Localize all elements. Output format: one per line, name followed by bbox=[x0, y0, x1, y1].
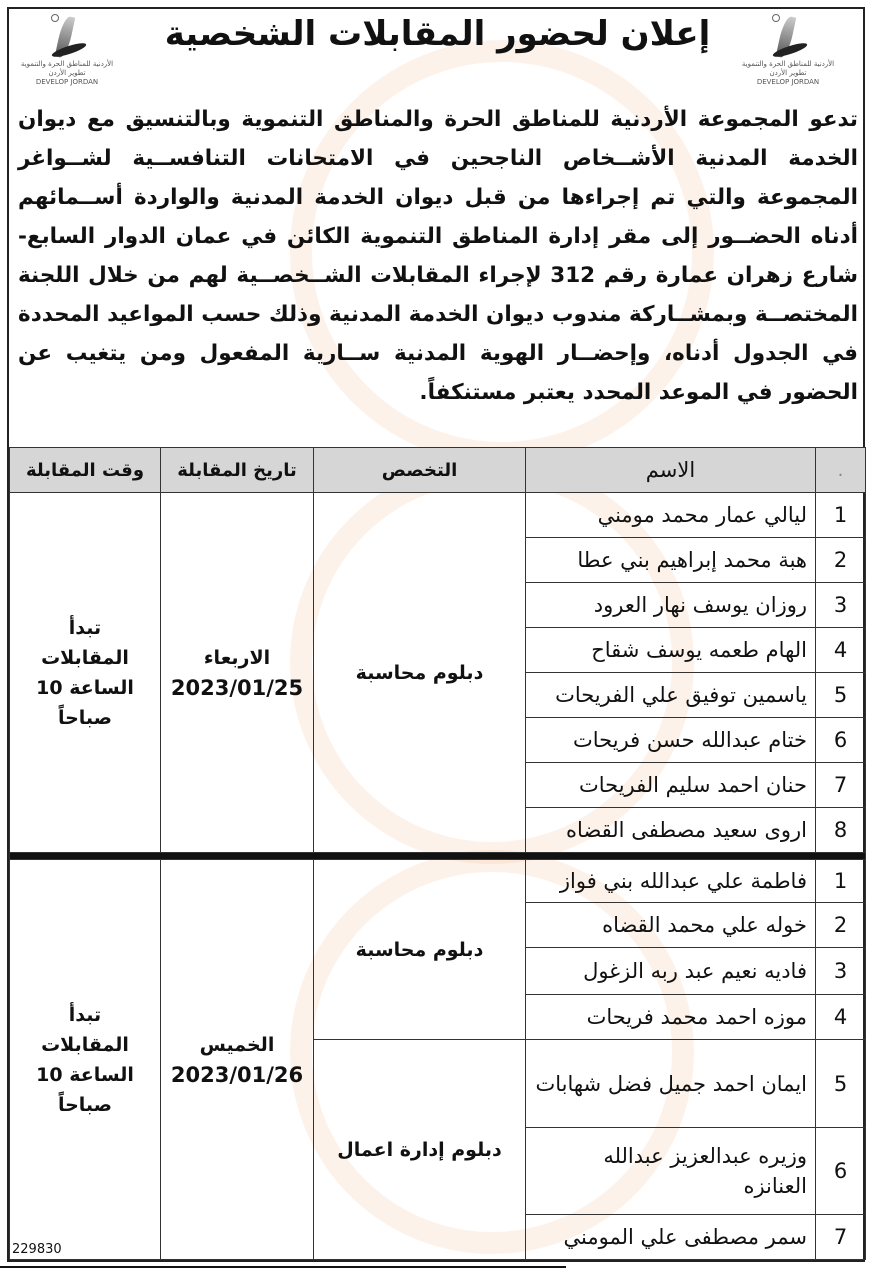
logo-text: الأردنية للمناطق الحرة والتنموية bbox=[741, 60, 835, 68]
row-number: 4 bbox=[816, 995, 866, 1040]
specialty: دبلوم إدارة اعمال bbox=[314, 1040, 526, 1260]
row-number: 8 bbox=[816, 808, 866, 853]
interview-date bbox=[161, 860, 314, 1260]
table-row bbox=[10, 493, 866, 538]
header-name: الاسم bbox=[526, 448, 816, 493]
logo-text: الأردنية للمناطق الحرة والتنموية bbox=[20, 60, 114, 68]
row-number: 5 bbox=[816, 673, 866, 718]
intro-paragraph: تدعو المجموعة الأردنية للمناطق الحرة والمناطق التنموية وبالتنسيق مع ديوان الخدمة المدنية الأشــخاص الناجحين في الامتحانات التنافســية لشــواغر المجموعة والتي تم إجراءها من قبل ديوان الخدمة المدنية والواردة أســمائهم أدناه الحضــور إلى مقر إدارة المناطق التنموية الكائن في عمان الدوار السابع- شارع زهران عمارة رقم 312 لإجراء المقابلات الشــخصــية لهم من خلال اللجنة المختصــة وبمشــاركة مندوب ديوان الخدمة المدنية وذلك حسب المواعيد المحددة في الجدول أدناه، وإحضــار الهوية المدنية ســارية المفعول ومن يتغيب عن الحضور في الموعد المحدد يعتبر مستنكفاً. bbox=[18, 107, 858, 405]
specialty: دبلوم محاسبة bbox=[314, 493, 526, 853]
table-row bbox=[10, 860, 866, 903]
ad-code: 229830 bbox=[12, 1242, 62, 1257]
row-number: 4 bbox=[816, 628, 866, 673]
applicant-name: خوله علي محمد القضاه bbox=[526, 903, 816, 948]
applicant-name: ليالي عمار محمد مومني bbox=[526, 493, 816, 538]
applicant-name: روزان يوسف نهار العرود bbox=[526, 583, 816, 628]
row-number: 2 bbox=[816, 903, 866, 948]
table-header bbox=[10, 448, 866, 493]
row-number: 2 bbox=[816, 538, 866, 583]
interview-date-value: 2023/01/26 bbox=[170, 1062, 304, 1087]
bottom-rule bbox=[0, 1266, 566, 1268]
interview-table bbox=[9, 447, 866, 1260]
applicant-name: ختام عبدالله حسن فريحات bbox=[526, 718, 816, 763]
row-number: 7 bbox=[816, 1215, 866, 1260]
interview-time: تبدأ المقابلات الساعة 10 صباحاً bbox=[10, 493, 161, 853]
applicant-name: ايمان احمد جميل فضل شهابات bbox=[526, 1040, 816, 1128]
logo-text: DEVELOP JORDAN bbox=[756, 78, 820, 86]
interview-date-value: 2023/01/25 bbox=[170, 675, 304, 700]
interview-day: الاربعاء bbox=[203, 646, 271, 669]
logo-text: DEVELOP JORDAN bbox=[35, 78, 99, 86]
applicant-name: فاديه نعيم عبد ربه الزغول bbox=[526, 948, 816, 995]
interview-day: الخميس bbox=[199, 1033, 275, 1056]
page-title: إعلان لحضور المقابلات الشخصية bbox=[164, 14, 711, 54]
logo-icon bbox=[768, 12, 808, 60]
row-number: 1 bbox=[816, 493, 866, 538]
header-date: تاريخ المقابلة bbox=[161, 448, 314, 493]
applicant-name: وزيره عبدالعزيز عبدالله العنانزه bbox=[526, 1128, 816, 1215]
row-number: 3 bbox=[816, 948, 866, 995]
logo-left bbox=[12, 12, 122, 97]
applicant-name: سمر مصطفى علي المومني bbox=[526, 1215, 816, 1260]
applicant-name: موزه احمد محمد فريحات bbox=[526, 995, 816, 1040]
applicant-name: ياسمين توفيق علي الفريحات bbox=[526, 673, 816, 718]
logo-text: تطوير الأردن bbox=[769, 69, 807, 77]
row-number: 5 bbox=[816, 1040, 866, 1128]
applicant-name: الهام طعمه يوسف شقاح bbox=[526, 628, 816, 673]
header-time: وقت المقابلة bbox=[10, 448, 161, 493]
row-number: 7 bbox=[816, 763, 866, 808]
logo-text: تطوير الأردن bbox=[48, 69, 86, 77]
header-num: . bbox=[816, 448, 866, 493]
logo-icon bbox=[47, 12, 87, 60]
row-number: 3 bbox=[816, 583, 866, 628]
applicant-name: فاطمة علي عبدالله بني فواز bbox=[526, 860, 816, 903]
row-number: 1 bbox=[816, 860, 866, 903]
row-number: 6 bbox=[816, 718, 866, 763]
specialty: دبلوم محاسبة bbox=[314, 860, 526, 1040]
interview-date bbox=[161, 493, 314, 853]
row-number: 6 bbox=[816, 1128, 866, 1215]
applicant-name: حنان احمد سليم الفريحات bbox=[526, 763, 816, 808]
interview-time: تبدأ المقابلات الساعة 10 صباحاً bbox=[10, 860, 161, 1260]
applicant-name: اروى سعيد مصطفى القضاه bbox=[526, 808, 816, 853]
logo-right bbox=[733, 12, 843, 97]
group-separator bbox=[10, 853, 866, 860]
applicant-name: هبة محمد إبراهيم بني عطا bbox=[526, 538, 816, 583]
header-specialty: التخصص bbox=[314, 448, 526, 493]
